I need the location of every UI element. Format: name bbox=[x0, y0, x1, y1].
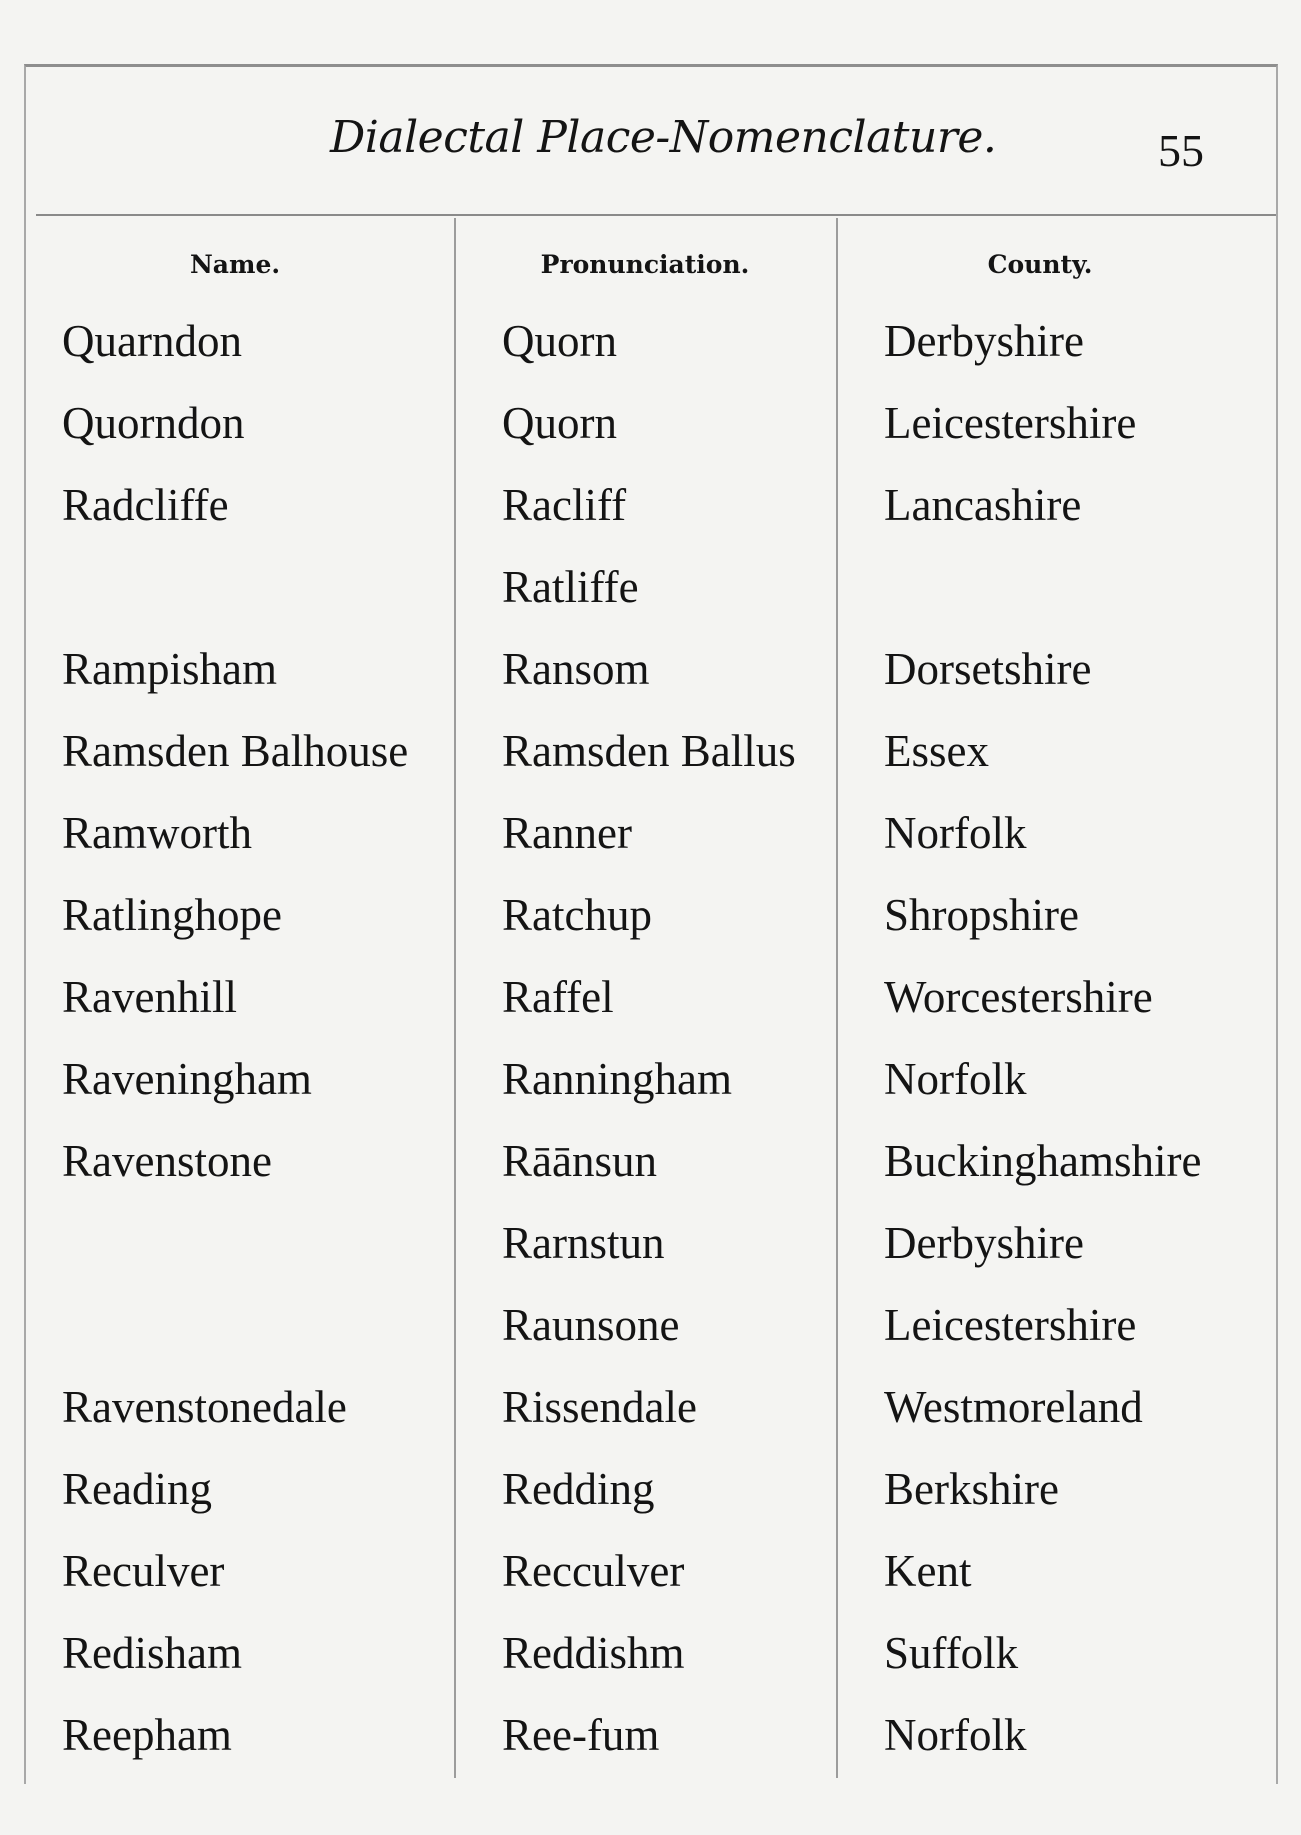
place-name-cell: Radcliffe bbox=[62, 480, 229, 530]
table-row bbox=[0, 874, 1301, 956]
table-row bbox=[0, 710, 1301, 792]
county-cell: Worcestershire bbox=[884, 972, 1153, 1022]
place-name-table bbox=[0, 300, 1301, 1776]
column-header-county: County. bbox=[987, 250, 1093, 279]
pronunciation-cell: Reddishm bbox=[502, 1628, 685, 1678]
place-name-cell: Reepham bbox=[62, 1710, 232, 1760]
pronunciation-cell: Ransom bbox=[502, 644, 650, 694]
pronunciation-cell: Ranningham bbox=[502, 1054, 732, 1104]
place-name-cell: Quorndon bbox=[62, 398, 245, 448]
running-title: Dialectal Place-Nomenclature. bbox=[330, 112, 997, 163]
place-name-cell: Reculver bbox=[62, 1546, 225, 1596]
county-cell: Berkshire bbox=[884, 1464, 1059, 1514]
pronunciation-cell: Ramsden Ballus bbox=[502, 726, 796, 776]
header-rule bbox=[36, 214, 1276, 216]
table-row bbox=[0, 1202, 1301, 1284]
table-row bbox=[0, 1120, 1301, 1202]
pronunciation-cell: Quorn bbox=[502, 316, 617, 366]
table-row bbox=[0, 1284, 1301, 1366]
place-name-cell: Ravenhill bbox=[62, 972, 237, 1022]
table-row bbox=[0, 546, 1301, 628]
table-row bbox=[0, 792, 1301, 874]
page-number: 55 bbox=[1158, 125, 1204, 176]
county-cell: Leicestershire bbox=[884, 398, 1137, 448]
county-cell: Buckinghamshire bbox=[884, 1136, 1202, 1186]
county-cell: Shropshire bbox=[884, 890, 1079, 940]
pronunciation-cell: Raunsone bbox=[502, 1300, 680, 1350]
column-header-pronunciation: Pronunciation. bbox=[540, 250, 750, 279]
table-row bbox=[0, 1038, 1301, 1120]
place-name-cell: Ravenstonedale bbox=[62, 1382, 347, 1432]
county-cell: Norfolk bbox=[884, 1054, 1027, 1104]
pronunciation-cell: Recculver bbox=[502, 1546, 685, 1596]
place-name-cell: Ramsden Balhouse bbox=[62, 726, 409, 776]
county-cell: Leicestershire bbox=[884, 1300, 1137, 1350]
place-name-cell: Reading bbox=[62, 1464, 212, 1514]
pronunciation-cell: Racliff bbox=[502, 480, 627, 530]
pronunciation-cell: Ratliffe bbox=[502, 562, 639, 612]
pronunciation-cell: Ree-fum bbox=[502, 1710, 660, 1760]
county-cell: Lancashire bbox=[884, 480, 1082, 530]
county-cell: Suffolk bbox=[884, 1628, 1019, 1678]
table-row bbox=[0, 1530, 1301, 1612]
pronunciation-cell: Ranner bbox=[502, 808, 632, 858]
pronunciation-cell: Rissendale bbox=[502, 1382, 697, 1432]
table-row bbox=[0, 956, 1301, 1038]
place-name-cell: Ravenstone bbox=[62, 1136, 272, 1186]
place-name-cell: Ramworth bbox=[62, 808, 252, 858]
county-cell: Essex bbox=[884, 726, 989, 776]
pronunciation-cell: Raffel bbox=[502, 972, 614, 1022]
pronunciation-cell: Quorn bbox=[502, 398, 617, 448]
county-cell: Derbyshire bbox=[884, 1218, 1084, 1268]
pronunciation-cell: Redding bbox=[502, 1464, 655, 1514]
table-row bbox=[0, 1448, 1301, 1530]
county-cell: Norfolk bbox=[884, 1710, 1027, 1760]
county-cell: Norfolk bbox=[884, 808, 1027, 858]
place-name-cell: Redisham bbox=[62, 1628, 242, 1678]
table-row bbox=[0, 464, 1301, 546]
table-row bbox=[0, 1694, 1301, 1776]
county-cell: Derbyshire bbox=[884, 316, 1084, 366]
county-cell: Kent bbox=[884, 1546, 972, 1596]
pronunciation-cell: Ratchup bbox=[502, 890, 652, 940]
place-name-cell: Raveningham bbox=[62, 1054, 312, 1104]
place-name-cell: Quarndon bbox=[62, 316, 242, 366]
place-name-cell: Ratlinghope bbox=[62, 890, 282, 940]
table-row bbox=[0, 1612, 1301, 1694]
table-row bbox=[0, 300, 1301, 382]
table-row bbox=[0, 628, 1301, 710]
place-name-cell: Rampisham bbox=[62, 644, 277, 694]
pronunciation-cell: Rāānsun bbox=[502, 1136, 657, 1186]
county-cell: Westmoreland bbox=[884, 1382, 1143, 1432]
pronunciation-cell: Rarnstun bbox=[502, 1218, 665, 1268]
county-cell: Dorsetshire bbox=[884, 644, 1092, 694]
column-header-name: Name. bbox=[189, 250, 281, 279]
table-row bbox=[0, 1366, 1301, 1448]
table-row bbox=[0, 382, 1301, 464]
